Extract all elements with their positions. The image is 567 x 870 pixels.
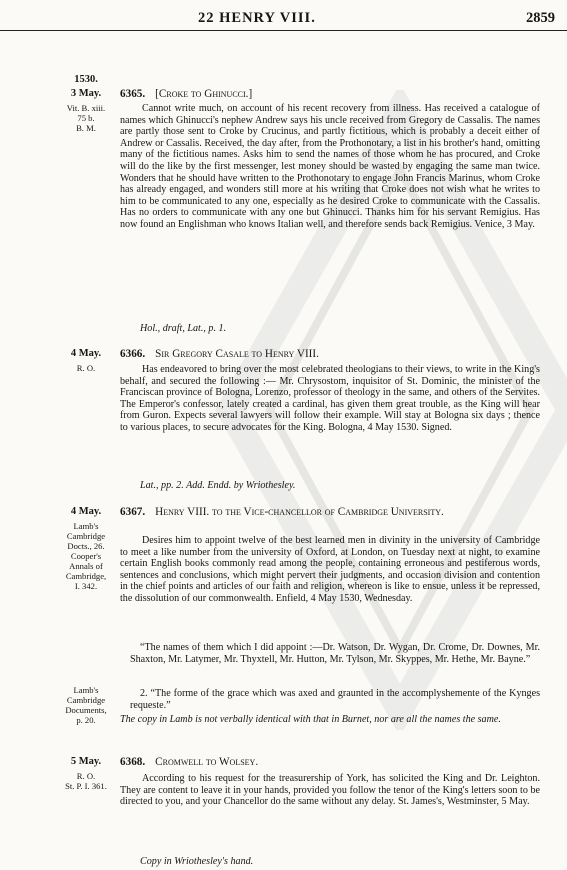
entry-quote: “The names of them which I did appoint :—Dr. Watson, Dr. Wygan, Dr. Crome, Dr. Downes, Mr. Shaxton, Mr. Latymer, Mr. Thyxtell, Mr. Hutton, Mr. Tylson, Mr. Skyppes, Mr. Hethe, Mr. Bayne.” [130,642,540,665]
entry-note: The copy in Lamb is not verbally identical with that in Burnet, nor are all the names the same. [120,714,501,725]
entry-number: 6368. [120,756,146,768]
margin-reference [58,685,114,725]
ref-line: R. O. [76,363,96,373]
ref-line: Cambridge, [65,571,107,581]
entry-body: Desires him to appoint twelve of the best learned men in divinity in the university of Cambridge to meet a like number from the university of Oxford, at London, on Tuesday next at night, to examine certain English books commonly read among the people, containing erroneous and pestiferous words, sentences and conclusions, which might pervert their judgments, and occasion division and contention in the chief points and articles of our faith and religion, whereon is like to ensue, unless it be repressed, the dissolution of our commonwealth. Enfield, 4 May 1530, Wednesday. [120,535,540,604]
entry-number: 6366. [120,348,146,360]
running-title: 22 HENRY VIII. [198,10,316,26]
entry-body: Cannot write much, on account of his recent recovery from illness. Has received a catalogue of names which Ghinucci's nephew Andrew says his uncle received from Gregory de Cassalis. The names are partly those sent to Croke by Crucinus, and partly fictitious, which is probably a deceit either of Andrew or Cassalis. Received, the day after, from the Prothonotary, a list in his brother's hand, omitting many of the fictitious names. Asks him to send the names of those whom he has procured, and Croke will do the like by the first messenger, lest money should be wasted by engaging the same man twice. Wonders that he should have written to the Prothonotary to engage John Francis Marinus, whom Croke has already engaged, and wonders still more at his writing that Croke does not wish what he writes to him to be communicated to any one, especially as he desired Croke to communicate with the Cassalis. Has no orders to communicate with any one but Ghinucci. Thanks him for his servant Remigius. Has now found an Englishman who knows Italian well, and therefore sends back Remigius. Venice, 3 May. [120,103,540,230]
entry-heading [120,756,540,769]
entry-note: Hol., draft, Lat., p. 1. [140,323,227,334]
ref-line: Cambridge [66,531,106,541]
ref-line: Annals of [69,561,103,571]
margin-reference [58,771,114,791]
entry-heading [120,88,540,101]
entry-title: Cromwell to Wolsey. [155,756,259,768]
entry-body: Has endeavored to bring over the most celebrated theologians to their views, to write in the King's behalf, and secured the following :— Mr. Chrysostom, inquisitor of St. Dominic, the minister of the Franciscan province of Bologna, Lorenzo, professor of theology in the same, and others of the Servites. The Emperor's confessor, lately created a cardinal, has given them great trouble, as the King will hear from Guron. Expects several lawyers will follow their example. Will stay at Bologna six days ; thence to various places, to secure advocates for the King. Bologna, 4 May 1530. Signed. [120,364,540,433]
ref-line: Lamb's [73,685,99,695]
ref-line: Documents, [65,705,107,715]
ref-line: R. O. [76,771,96,781]
entry-note: Lat., pp. 2. Add. Endd. by Wriothesley. [140,480,296,491]
page-header [0,6,567,31]
ref-line: B. M. [76,123,96,133]
margin-reference [58,363,114,373]
page-number: 2859 [526,10,555,26]
ref-line: p. 20. [76,715,96,725]
entry-title: Henry VIII. to the Vice-chancellor of Cambridge University. [155,506,444,518]
entry-title: Sir Gregory Casale to Henry VIII. [155,348,319,360]
margin-reference [58,521,114,591]
margin-date: 4 May. [70,506,102,517]
margin-year: 1530. [74,74,98,85]
entry-number: 6365. [120,88,146,100]
ref-line: St. P. I. 361. [65,781,107,791]
margin-date: 3 May. [70,88,102,99]
entry-heading [120,348,540,361]
entry-number: 6367. [120,506,146,518]
ref-line: Cambridge [66,695,106,705]
ref-line: Cooper's [70,551,102,561]
ref-line: Lamb's [73,521,99,531]
entry-note-cut: Copy in Wriothesley's hand. [140,856,254,867]
entry-body: According to his request for the treasurership of York, has solicited the King and Dr. Leighton. They are content to leave it in your hands, provided you follow the tenor of the King's letters soon to be directed to you, and your Chancellor do the same without any delay. St. James's, Westminster, 5 May. [120,773,540,808]
margin-date: 4 May. [70,348,102,359]
ref-line: Docts., 26. [67,541,105,551]
entry-item: 2. “The forme of the grace which was axed and graunted in the accomplyshemente of the Kynges requeste.” [130,688,540,711]
margin-reference [58,103,114,133]
ref-line: Vit. B. xiii. [66,103,106,113]
margin-date: 5 May. [70,756,102,767]
entry-heading [120,506,540,519]
ref-line: 75 b. [77,113,95,123]
entry-title: [Croke to Ghinucci.] [155,88,253,100]
ref-line: I. 342. [74,581,98,591]
